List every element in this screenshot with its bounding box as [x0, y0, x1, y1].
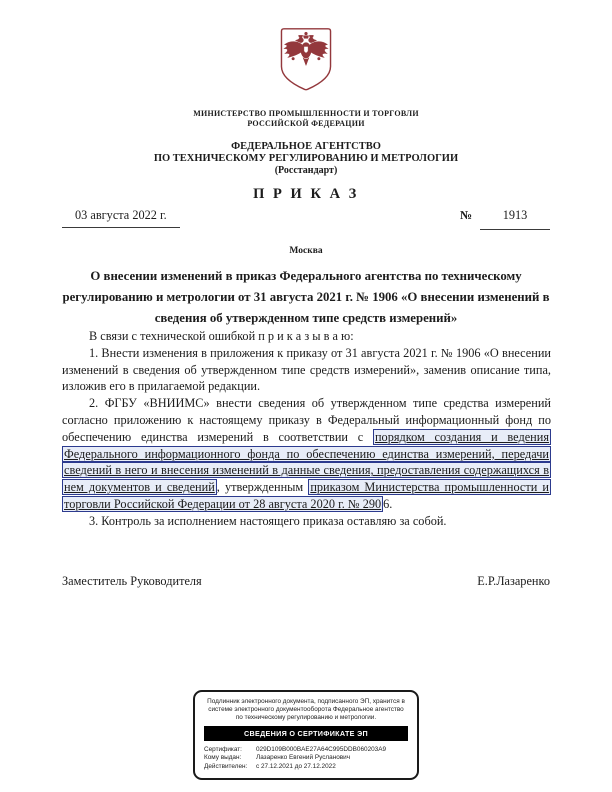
order-meta-row — [62, 208, 550, 230]
order-date: 03 августа 2022 г. — [62, 208, 180, 228]
body-paragraphs — [62, 328, 551, 530]
ministry-name — [0, 109, 612, 129]
ministry-line-1: МИНИСТЕРСТВО ПРОМЫШЛЕННОСТИ И ТОРГОВЛИ — [193, 109, 419, 118]
document-link[interactable]: порядком создания и ведения Федерального информационного фонда по обеспечению единства измерений, передачи сведений в него и внесения изменений в данные сведения, предоставления содержащихся в нем документов и сведений — [64, 429, 549, 495]
certificate-label: Сертификат: — [204, 745, 242, 753]
signature-row — [62, 574, 550, 589]
issued-to-value: Лазаренко Евгений Русланович — [256, 754, 351, 762]
agency-line-3: (Росстандарт) — [274, 165, 338, 176]
order-city: Москва — [289, 246, 323, 256]
validity-value: с 27.12.2021 до 27.12.2022 — [256, 762, 336, 770]
paragraph-text: 2. ФГБУ «ВНИИМС» внести сведения об утвержденном типе средства измерений согласно приложению к настоящему приказу в Федеральный информационный фонд по обеспечению единства измерений в соответствии с — [62, 396, 551, 444]
stamp-banner: СВЕДЕНИЯ О СЕРТИФИКАТЕ ЭП — [204, 726, 408, 741]
paragraph-text: В связи с технической ошибкой п р и к а з ы в а ю: — [89, 329, 354, 343]
esignature-stamp — [193, 690, 419, 780]
signer-name: Е.Р.Лазаренко — [477, 574, 550, 588]
paragraph — [62, 345, 551, 395]
paragraph-text: , утвержденным — [216, 480, 309, 495]
paragraph — [62, 513, 551, 530]
order-heading: П Р И К А З — [253, 186, 359, 202]
coat-of-arms-icon — [276, 27, 336, 94]
order-number: 1913 — [480, 208, 550, 230]
paragraph-text: 1. Внести изменения в приложения к приказу от 31 августа 2021 г. № 1906 «О внесении изменений в сведения об утвержденном типе средств измерений», заменив описание типа, изложив его в прилагаемой редакции. — [62, 345, 551, 394]
paragraph-text: 3. Контроль за исполнением настоящего приказа оставляю за собой. — [89, 513, 447, 528]
paragraph-text: 6. — [383, 496, 393, 511]
document-link[interactable]: приказом Министерства промышленности и торговли Российской Федерации от 28 августа 2020 г. № 290 — [64, 480, 550, 511]
signer-position: Заместитель Руководителя — [62, 574, 202, 588]
stamp-header-text: Подлинник электронного документа, подписанного ЭП, хранится в системе электронного документооборота Федеральное агентство по техническому регулированию и метрологии. — [207, 698, 405, 721]
order-subject: О внесении изменений в приказ Федерального агентства по техническому регулированию и метрологии от 31 августа 2021 г. № 1906 «О внесении изменений в сведения об утвержденном типе средств измерений» — [62, 269, 550, 325]
stamp-rows — [204, 746, 408, 772]
issued-to-label: Кому выдан: — [204, 754, 242, 762]
certificate-value: 029D109B000BAE27A64C995DDB060203A9 — [256, 745, 387, 753]
agency-line-2: ПО ТЕХНИЧЕСКОМУ РЕГУЛИРОВАНИЮ И МЕТРОЛОГИИ — [153, 153, 459, 164]
paragraph — [62, 395, 551, 513]
agency-name — [0, 141, 612, 177]
validity-label: Действителен: — [204, 762, 248, 770]
paragraph — [62, 328, 551, 345]
number-sign: № — [459, 208, 472, 222]
ministry-line-2: РОССИЙСКОЙ ФЕДЕРАЦИИ — [247, 119, 365, 128]
stamp-row-issued-to — [204, 754, 408, 763]
stamp-row-validity — [204, 763, 408, 772]
stamp-row-certificate — [204, 746, 408, 755]
order-number-group — [460, 208, 550, 230]
agency-line-1: ФЕДЕРАЛЬНОЕ АГЕНТСТВО — [231, 141, 381, 152]
